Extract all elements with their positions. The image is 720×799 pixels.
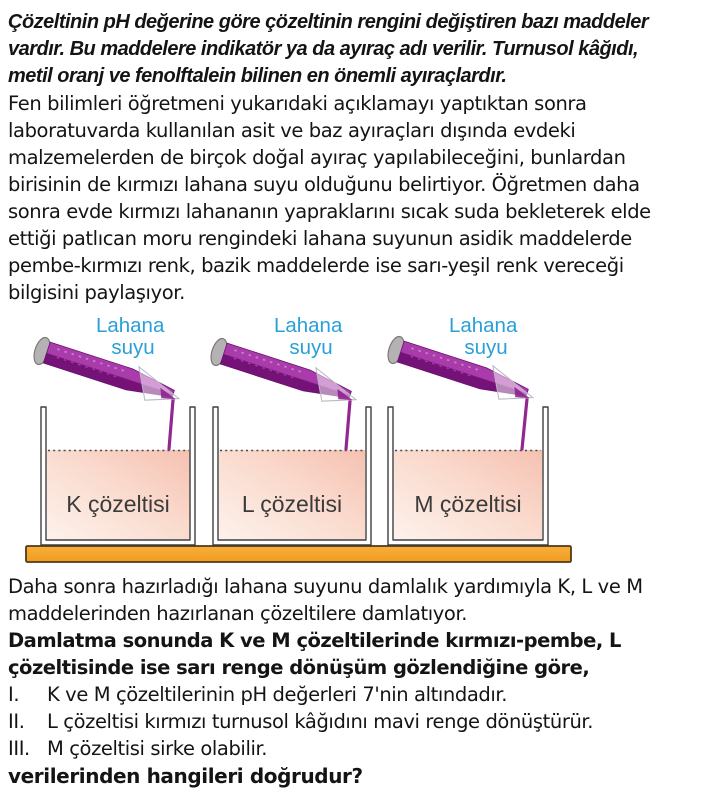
body-paragraph — [8, 90, 716, 306]
final-question: verilerinden hangileri doğrudur? — [8, 764, 363, 788]
beaker-m-label: M çözeltisi — [414, 491, 522, 517]
juice-stream — [346, 401, 350, 449]
cabbage-juice-label-k: Lahana suyu — [95, 314, 165, 359]
body-line: laboratuvarda kullanılan asit ve baz ayıraçları dışında evdeki — [8, 119, 576, 142]
dropper-icon — [385, 334, 539, 410]
statement-text: L çözeltisi kırmızı turnusol kâğıdını mavi renge dönüştürür. — [47, 710, 594, 733]
table-surface — [26, 546, 571, 562]
body-line: pembe-kırmızı renk, bazik maddelerde ise sarı-yeşil renk vereceği — [8, 254, 624, 277]
body-line: bilgisini paylaşıyor. — [8, 281, 185, 304]
condition-line: Damlatma sonunda K ve M çözeltilerinde kırmızı-pembe, L — [8, 629, 621, 652]
statement-text: M çözeltisi sirke olabilir. — [47, 737, 268, 760]
condition-paragraph — [8, 627, 716, 681]
statement-numeral: III. — [8, 737, 30, 760]
statement-text: K ve M çözeltilerinin pH değerleri 7'nin altındadır. — [47, 683, 507, 706]
statement-item — [8, 735, 716, 762]
cabbage-juice-label-m: Lahana suyu — [448, 314, 518, 359]
statement-numeral: I. — [8, 683, 20, 706]
after-diagram-paragraph — [8, 573, 716, 627]
beaker-k-label: K çözeltisi — [66, 491, 170, 517]
condition-line: çözeltisinde ise sarı renge dönüşüm gözlendiğine göre, — [8, 656, 590, 679]
body-line: birisinin de kırmızı lahana suyu olduğunu belirtiyor. Öğretmen daha — [8, 173, 640, 196]
body-line: Fen bilimleri öğretmeni yukarıdaki açıklamayı yaptıktan sonra — [8, 92, 587, 115]
intro-line: vardır. Bu maddelere indikatör ya da ayıraç adı verilir. Turnusol kâğıdı, — [8, 38, 639, 60]
intro-paragraph — [8, 9, 716, 90]
body-line: ettiği patlıcan moru rengindeki lahana suyunun asidik maddelerde — [8, 227, 632, 250]
statement-numeral: II. — [8, 710, 25, 733]
statement-item — [8, 708, 716, 735]
after-line: Daha sonra hazırladığı lahana suyunu damlalık yardımıyla K, L ve M — [8, 575, 643, 598]
juice-stream — [522, 399, 527, 449]
body-line: malzemelerden de birçok doğal ayıraç yapılabileceğini, bunlardan — [8, 146, 626, 169]
intro-line: metil oranj ve fenolftalein bilinen en önemli ayıraçlardır. — [8, 65, 507, 87]
juice-stream — [169, 400, 173, 449]
statements-list — [8, 681, 716, 762]
dropper-icon — [208, 336, 362, 412]
after-line: maddelerinden hazırlanan çözeltilere damlatıyor. — [8, 602, 468, 625]
statement-item — [8, 681, 716, 708]
experiment-diagram — [8, 308, 716, 566]
body-line: sonra evde kırmızı lahananın yapraklarını sıcak suda bekleterek elde — [8, 200, 651, 223]
cabbage-juice-label-l: Lahana suyu — [273, 314, 343, 359]
dropper-icon — [31, 335, 185, 411]
intro-line: Çözeltinin pH değerine göre çözeltinin rengini değiştiren bazı maddeler — [8, 11, 649, 33]
beaker-l-label: L çözeltisi — [241, 491, 343, 517]
